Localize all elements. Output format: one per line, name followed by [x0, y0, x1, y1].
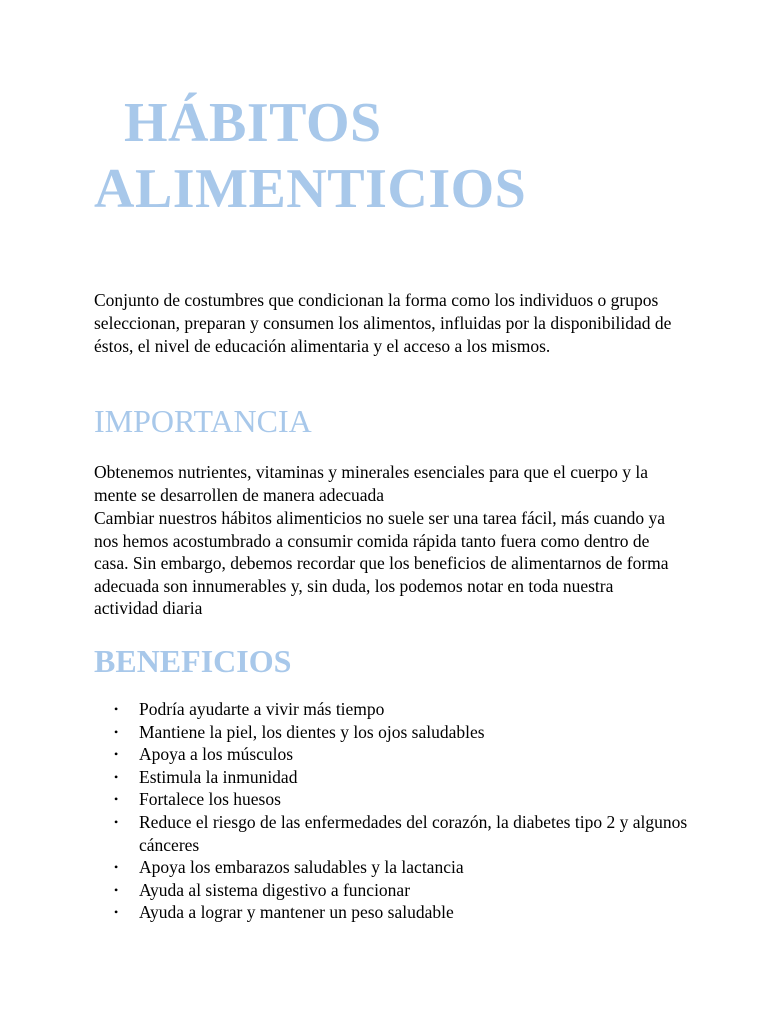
bullet-icon: •: [114, 702, 119, 716]
importancia-paragraph-2: Cambiar nuestros hábitos alimenticios no suele ser una tarea fácil, más cuando ya nos hemos acostumbrado a consumir comida rápida tanto fuera como dentro de casa. Sin embargo, debemos recordar que los beneficios de alimentarnos de forma adecuada son innumerables y, sin duda, los podemos notar en toda nuestra actividad diaria: [94, 508, 669, 619]
list-item-text: Apoya a los músculos: [139, 744, 294, 765]
list-item-text: Fortalece los huesos: [139, 789, 281, 810]
list-item: [94, 879, 694, 902]
beneficios-list: [94, 698, 694, 924]
bullet-icon: •: [114, 769, 119, 784]
list-item: [94, 788, 694, 811]
bullet-icon: •: [114, 860, 119, 875]
importancia-heading: IMPORTANCIA: [94, 403, 312, 439]
title-line-2: ALIMENTICIOS: [94, 158, 527, 220]
bullet-icon: •: [114, 905, 119, 920]
intro-paragraph: Conjunto de costumbres que condicionan la forma como los individuos o grupos seleccionan, preparan y consumen los alimentos, influidas por la disponibilidad de éstos, el nivel de educación alimentaria y el acceso a los mismos.: [94, 290, 672, 356]
list-item: [94, 856, 694, 879]
list-item-text: Ayuda al sistema digestivo a funcionar: [139, 879, 411, 900]
title-line-1: HÁBITOS: [124, 92, 382, 154]
importancia-paragraph-1: Obtenemos nutrientes, vitaminas y minerales esenciales para que el cuerpo y la mente se desarrollen de manera adecuada: [94, 462, 648, 505]
list-item: [94, 743, 694, 766]
bullet-icon: •: [114, 747, 119, 762]
bullet-icon: •: [114, 814, 119, 829]
list-item-text: Podría ayudarte a vivir más tiempo: [139, 699, 385, 719]
list-item: [94, 766, 694, 789]
document-title: [94, 90, 526, 222]
list-item: [94, 811, 694, 856]
bullet-icon: •: [114, 882, 119, 897]
list-item: [94, 721, 694, 744]
list-item: [94, 901, 694, 924]
list-item-text: Mantiene la piel, los dientes y los ojos saludables: [139, 721, 485, 742]
bullet-icon: •: [114, 792, 119, 807]
beneficios-heading: BENEFICIOS: [94, 643, 292, 679]
list-item: [94, 698, 694, 721]
list-item-text: Apoya los embarazos saludables y la lactancia: [139, 857, 464, 878]
bullet-icon: •: [114, 724, 119, 739]
list-item-text: Estimula la inmunidad: [139, 766, 298, 787]
list-item-text: Reduce el riesgo de las enfermedades del corazón, la diabetes tipo 2 y algunos cánceres: [139, 811, 688, 855]
list-item-text: Ayuda a lograr y mantener un peso saludable: [139, 902, 454, 923]
